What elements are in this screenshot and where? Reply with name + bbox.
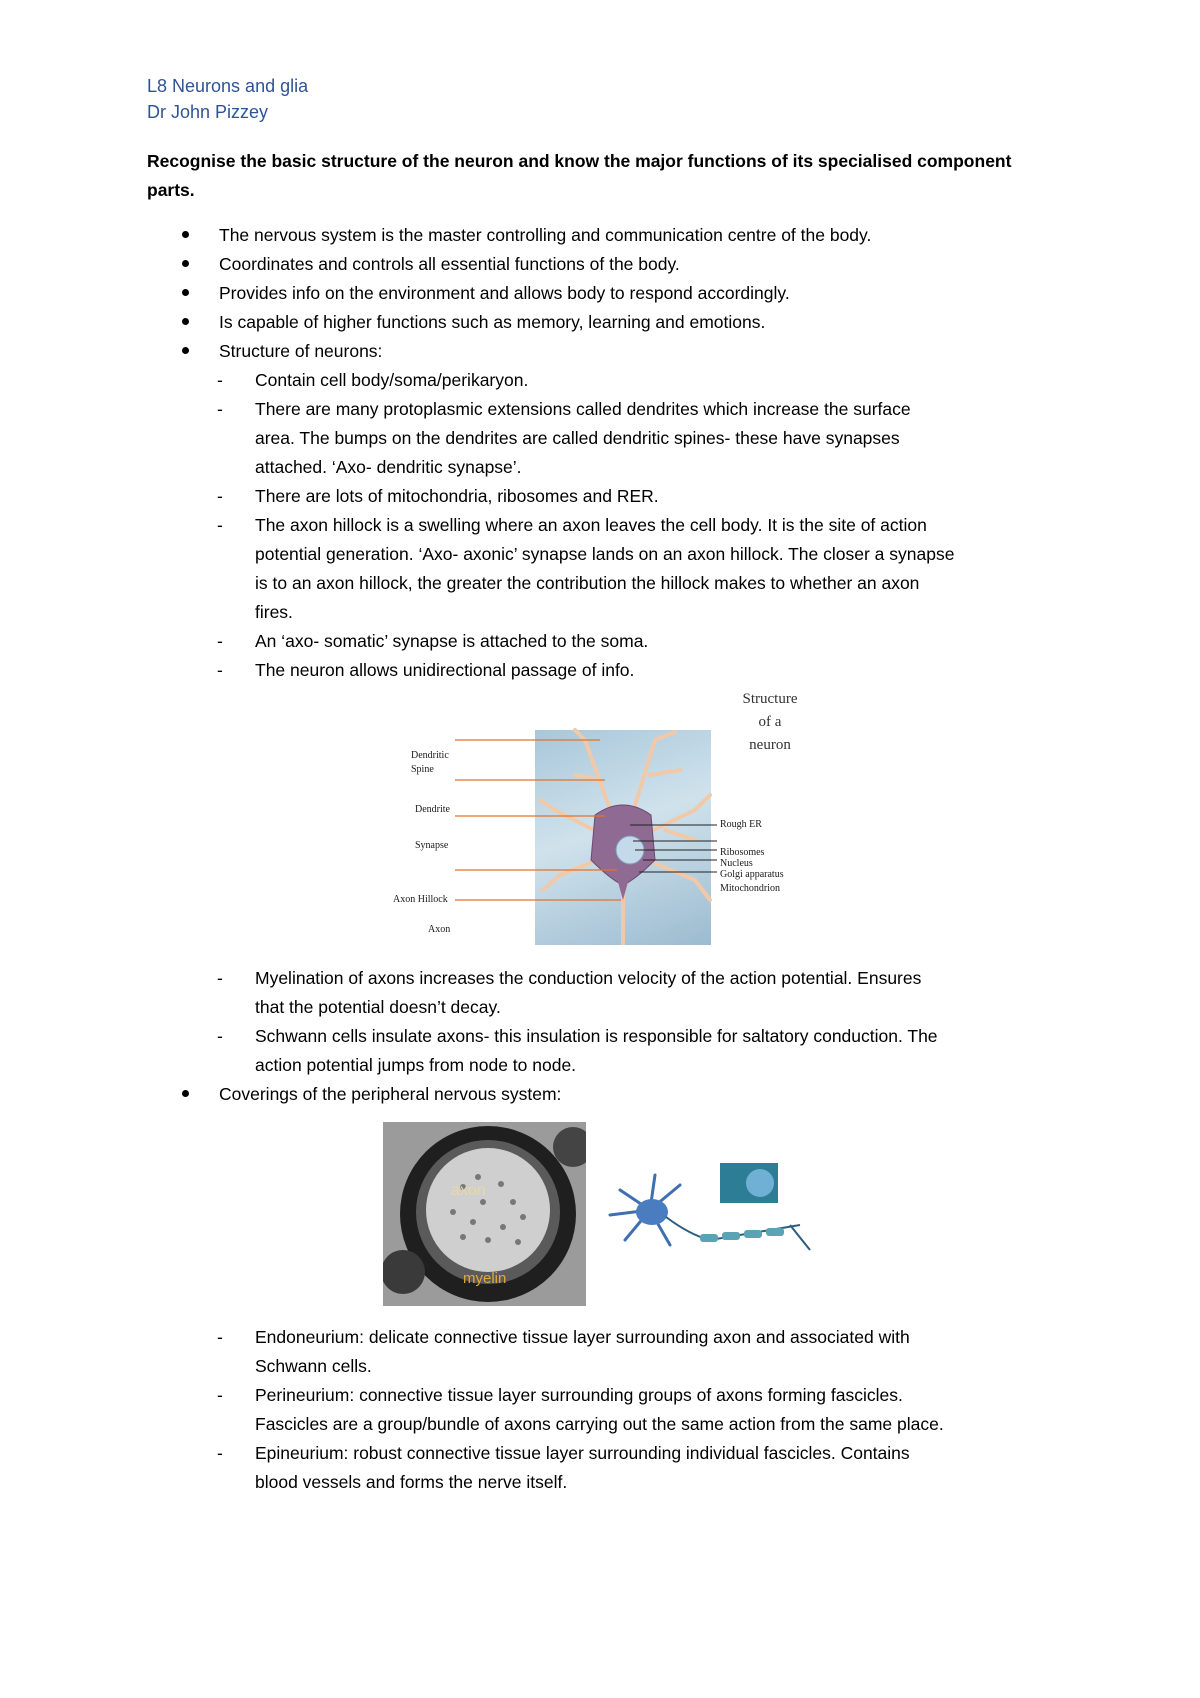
structure-line: There are lots of mitochondria, ribosomes and RER.: [255, 486, 659, 506]
label-dendritic: Dendritic: [411, 750, 449, 761]
learning-objective: Recognise the basic structure of the neuron and know the major functions of its specialised component parts.: [147, 151, 1012, 200]
figure-title-line: neuron: [749, 737, 791, 753]
bullet-item: Coordinates and controls all essential functions of the body.: [219, 254, 680, 274]
covering-line: Perineurium: connective tissue layer surrounding groups of axons forming fascicles.: [255, 1385, 903, 1405]
label-ribosomes: Ribosomes: [720, 847, 765, 858]
bullet-icon: [182, 289, 189, 296]
author-name: Dr John Pizzey: [147, 102, 269, 122]
dash-marker: -: [217, 1327, 223, 1347]
structure-line: attached. ‘Axo- dendritic synapse’.: [255, 457, 522, 477]
document-title: L8 Neurons and glia: [147, 76, 309, 96]
covering-line: Epineurium: robust connective tissue layer surrounding individual fascicles. Contains: [255, 1443, 910, 1463]
dash-marker: -: [217, 631, 223, 651]
figure-title-line: Structure: [742, 691, 798, 707]
label-axon: Axon: [428, 924, 451, 935]
myelin-line: action potential jumps from node to node.: [255, 1055, 577, 1075]
label-dendrite: Dendrite: [415, 804, 450, 815]
label-axon-hillock: Axon Hillock: [393, 894, 448, 905]
bullet-icon: [182, 318, 189, 325]
structure-line: fires.: [255, 602, 293, 622]
label-rough-er: Rough ER: [720, 819, 762, 830]
bullet-item: The nervous system is the master controlling and communication centre of the body.: [219, 225, 872, 245]
bullet-icon: [182, 231, 189, 238]
covering-line: Schwann cells.: [255, 1356, 372, 1376]
figure-title: [720, 688, 820, 757]
structure-line: Contain cell body/soma/perikaryon.: [255, 370, 529, 390]
bullet-icon: [182, 260, 189, 267]
dash-marker: -: [217, 1443, 223, 1463]
structure-line: area. The bumps on the dendrites are called dendritic spines- these have synapses: [255, 428, 900, 448]
label-golgi: Golgi apparatus: [720, 869, 784, 880]
label-mitochondrion: Mitochondrion: [720, 883, 780, 894]
label-nucleus: Nucleus: [720, 858, 753, 869]
dash-marker: -: [217, 1026, 223, 1046]
myelin-line: that the potential doesn’t decay.: [255, 997, 501, 1017]
covering-line: Fascicles are a group/bundle of axons carrying out the same action from the same place.: [255, 1414, 944, 1434]
structure-line: is to an axon hillock, the greater the contribution the hillock makes to whether an axon: [255, 573, 920, 593]
structure-line: The axon hillock is a swelling where an axon leaves the cell body. It is the site of action: [255, 515, 927, 535]
bullet-item: Provides info on the environment and allows body to respond accordingly.: [219, 283, 790, 303]
dash-marker: -: [217, 399, 223, 419]
dash-marker: -: [217, 968, 223, 988]
bullet-icon: [182, 1090, 189, 1097]
structure-line: An ‘axo- somatic’ synapse is attached to the soma.: [255, 631, 649, 651]
bullet-item: Is capable of higher functions such as memory, learning and emotions.: [219, 312, 766, 332]
label-synapse: Synapse: [415, 840, 449, 851]
neuron-structure-figure: [393, 691, 845, 945]
bullet-item: Coverings of the peripheral nervous system:: [219, 1084, 562, 1104]
structure-line: There are many protoplasmic extensions called dendrites which increase the surface: [255, 399, 911, 419]
structure-line: The neuron allows unidirectional passage of info.: [255, 660, 635, 680]
dash-marker: -: [217, 660, 223, 680]
covering-line: blood vessels and forms the nerve itself.: [255, 1472, 568, 1492]
myelinated-axon-micrograph: [383, 1122, 586, 1306]
myelin-line: Myelination of axons increases the conduction velocity of the action potential. Ensures: [255, 968, 922, 988]
myelin-label: myelin: [463, 1270, 507, 1287]
axon-label: axon: [451, 1182, 486, 1199]
dash-marker: -: [217, 515, 223, 535]
structure-line: potential generation. ‘Axo- axonic’ synapse lands on an axon hillock. The closer a synapse: [255, 544, 955, 564]
dash-marker: -: [217, 1385, 223, 1405]
dash-marker: -: [217, 370, 223, 390]
bullet-icon: [182, 347, 189, 354]
myelin-line: Schwann cells insulate axons- this insulation is responsible for saltatory conduction. The: [255, 1026, 938, 1046]
label-spine: Spine: [411, 764, 434, 775]
figure-title-line: of a: [758, 714, 782, 730]
bullet-item: Structure of neurons:: [219, 341, 383, 361]
myelinated-neuron-diagram: [600, 1155, 820, 1275]
covering-line: Endoneurium: delicate connective tissue layer surrounding axon and associated with: [255, 1327, 910, 1347]
dash-marker: -: [217, 486, 223, 506]
